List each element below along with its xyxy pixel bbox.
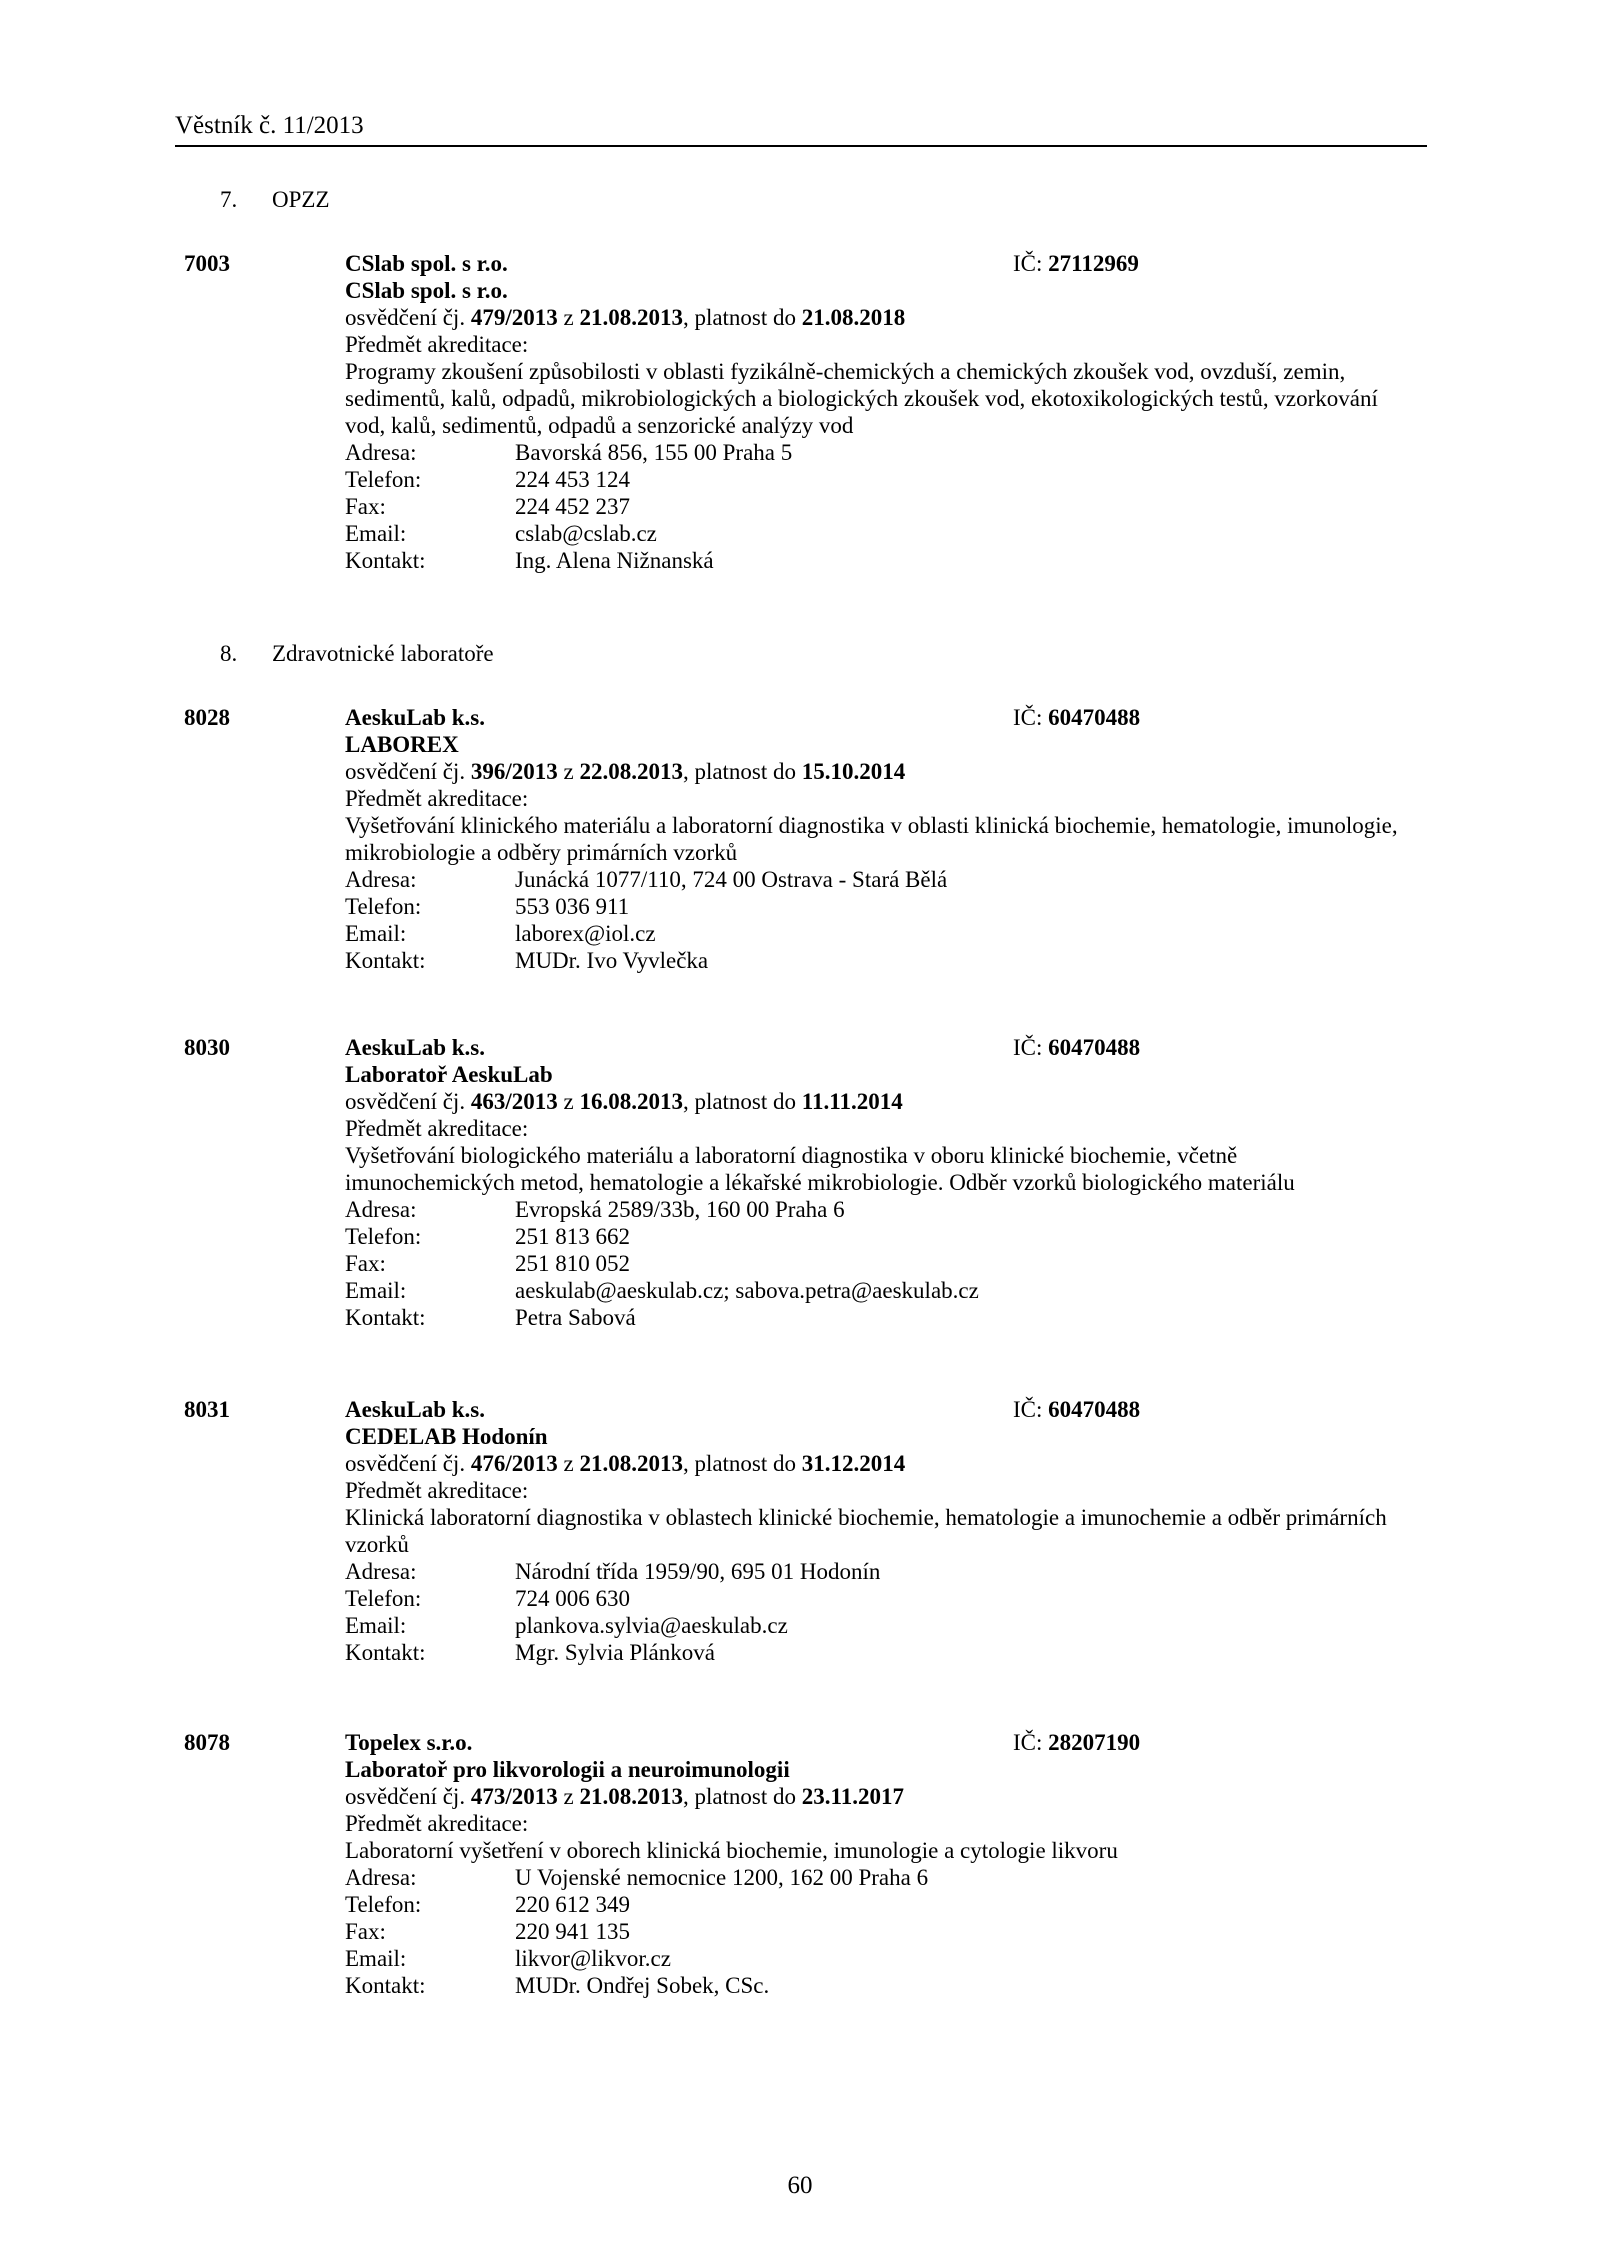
entry-company: AeskuLab k.s. <box>345 705 485 730</box>
entry-ic: IČ: 60470488 <box>1013 1035 1141 1060</box>
entry-company: AeskuLab k.s. <box>345 1397 485 1422</box>
entry-ic: IČ: 60470488 <box>1013 705 1141 730</box>
section-title: Zdravotnické laboratoře <box>272 641 494 666</box>
contact-fax: Fax: 220 941 135 <box>345 1919 630 1944</box>
entry-subject-label: Předmět akreditace: <box>345 786 529 811</box>
entry-lab: Laboratoř pro likvorologii a neuroimunologii <box>345 1757 790 1782</box>
entry-body <box>345 250 1405 574</box>
contact-phone: Telefon: 220 612 349 <box>345 1892 630 1917</box>
page-header-title: Věstník č. 11/2013 <box>175 112 364 139</box>
entry-ic: IČ: 60470488 <box>1013 1397 1141 1422</box>
entry-company: AeskuLab k.s. <box>345 1035 485 1060</box>
entry-company: Topelex s.r.o. <box>345 1730 473 1755</box>
section-heading-7 <box>220 186 330 213</box>
entry-code: 8031 <box>184 1397 230 1422</box>
contact-fax: Fax: 251 810 052 <box>345 1251 630 1276</box>
contact-address: Adresa: Junácká 1077/110, 724 00 Ostrava - Stará Bělá <box>345 867 948 892</box>
contact-email: Email: likvor@likvor.cz <box>345 1946 671 1971</box>
entry-lab: Laboratoř AeskuLab <box>345 1062 553 1087</box>
entry-subject: Vyšetřování biologického materiálu a laboratorní diagnostika v oboru klinické biochemie, včetně imunochemických metod, hematologie a lékařské mikrobiologie. Odběr vzorků biologického materiálu <box>345 1143 1295 1195</box>
contact-person: Kontakt: Petra Sabová <box>345 1305 636 1330</box>
entry-contacts <box>345 866 1405 974</box>
contact-person: Kontakt: MUDr. Ondřej Sobek, CSc. <box>345 1973 770 1998</box>
section-number: 8. <box>220 641 238 666</box>
contact-phone: Telefon: 724 006 630 <box>345 1586 630 1611</box>
entry-ic: IČ: 27112969 <box>1013 251 1139 276</box>
entry-certificate: osvědčení čj. 473/2013 z 21.08.2013, platnost do 23.11.2017 <box>345 1784 905 1809</box>
contact-fax: Fax: 224 452 237 <box>345 494 630 519</box>
contact-person: Kontakt: MUDr. Ivo Vyvlečka <box>345 948 709 973</box>
contact-person: Kontakt: Mgr. Sylvia Plánková <box>345 1640 715 1665</box>
contact-email: Email: laborex@iol.cz <box>345 921 656 946</box>
entry-subject: Vyšetřování klinického materiálu a laboratorní diagnostika v oblasti klinická biochemie, hematologie, imunologie, mikrobiologie a odběry primárních vzorků <box>345 813 1398 865</box>
entry-contacts <box>345 1558 1405 1666</box>
contact-email: Email: aeskulab@aeskulab.cz; sabova.petra@aeskulab.cz <box>345 1278 979 1303</box>
section-title: OPZZ <box>272 187 330 212</box>
entry-code: 7003 <box>184 251 230 276</box>
contact-phone: Telefon: 224 453 124 <box>345 467 630 492</box>
entry-subject-label: Předmět akreditace: <box>345 332 529 357</box>
entry-contacts <box>345 1196 1405 1331</box>
entry-subject: Programy zkoušení způsobilosti v oblasti fyzikálně-chemických a chemických zkoušek vod, ovzduší, zemin, sedimentů, kalů, odpadů, mikrobiologických a biologických zkoušek vod, ekotoxikologických testů, vzorkování vod, kalů, sedimentů, odpadů a senzorické analýzy vod <box>345 359 1378 438</box>
entry-body <box>345 704 1405 974</box>
contact-email: Email: cslab@cslab.cz <box>345 521 657 546</box>
entry-subject-label: Předmět akreditace: <box>345 1116 529 1141</box>
contact-address: Adresa: U Vojenské nemocnice 1200, 162 00 Praha 6 <box>345 1865 929 1890</box>
entry-certificate: osvědčení čj. 396/2013 z 22.08.2013, platnost do 15.10.2014 <box>345 759 906 784</box>
contact-address: Adresa: Bavorská 856, 155 00 Praha 5 <box>345 440 793 465</box>
page-number: 60 <box>787 2172 813 2199</box>
entry-certificate: osvědčení čj. 479/2013 z 21.08.2013, platnost do 21.08.2018 <box>345 305 906 330</box>
entry-contacts <box>345 439 1405 574</box>
entry-lab: CSlab spol. s r.o. <box>345 278 508 303</box>
entry-subject: Laboratorní vyšetření v oborech klinická biochemie, imunologie a cytologie likvoru <box>345 1838 1118 1863</box>
entry-subject-label: Předmět akreditace: <box>345 1811 529 1836</box>
contact-phone: Telefon: 553 036 911 <box>345 894 630 919</box>
entry-subject: Klinická laboratorní diagnostika v oblastech klinické biochemie, hematologie a imunochemie a odběr primárních vzorků <box>345 1505 1387 1557</box>
contact-person: Kontakt: Ing. Alena Nižnanská <box>345 548 714 573</box>
entry-code: 8078 <box>184 1730 230 1755</box>
section-heading-8 <box>220 640 494 667</box>
section-number: 7. <box>220 187 238 212</box>
entry-body <box>345 1034 1405 1331</box>
contact-address: Adresa: Národní třída 1959/90, 695 01 Hodonín <box>345 1559 881 1584</box>
entry-ic: IČ: 28207190 <box>1013 1730 1141 1755</box>
entry-subject-label: Předmět akreditace: <box>345 1478 529 1503</box>
entry-lab: LABOREX <box>345 732 459 757</box>
entry-certificate: osvědčení čj. 463/2013 z 16.08.2013, platnost do 11.11.2014 <box>345 1089 903 1114</box>
entry-code: 8028 <box>184 705 230 730</box>
contact-email: Email: plankova.sylvia@aeskulab.cz <box>345 1613 788 1638</box>
entry-certificate: osvědčení čj. 476/2013 z 21.08.2013, platnost do 31.12.2014 <box>345 1451 906 1476</box>
entry-body <box>345 1729 1405 1999</box>
entry-lab: CEDELAB Hodonín <box>345 1424 548 1449</box>
header-divider <box>175 145 1427 147</box>
entry-company: CSlab spol. s r.o. <box>345 251 508 276</box>
contact-address: Adresa: Evropská 2589/33b, 160 00 Praha 6 <box>345 1197 845 1222</box>
entry-body <box>345 1396 1405 1666</box>
contact-phone: Telefon: 251 813 662 <box>345 1224 630 1249</box>
entry-contacts <box>345 1864 1405 1999</box>
entry-code: 8030 <box>184 1035 230 1060</box>
